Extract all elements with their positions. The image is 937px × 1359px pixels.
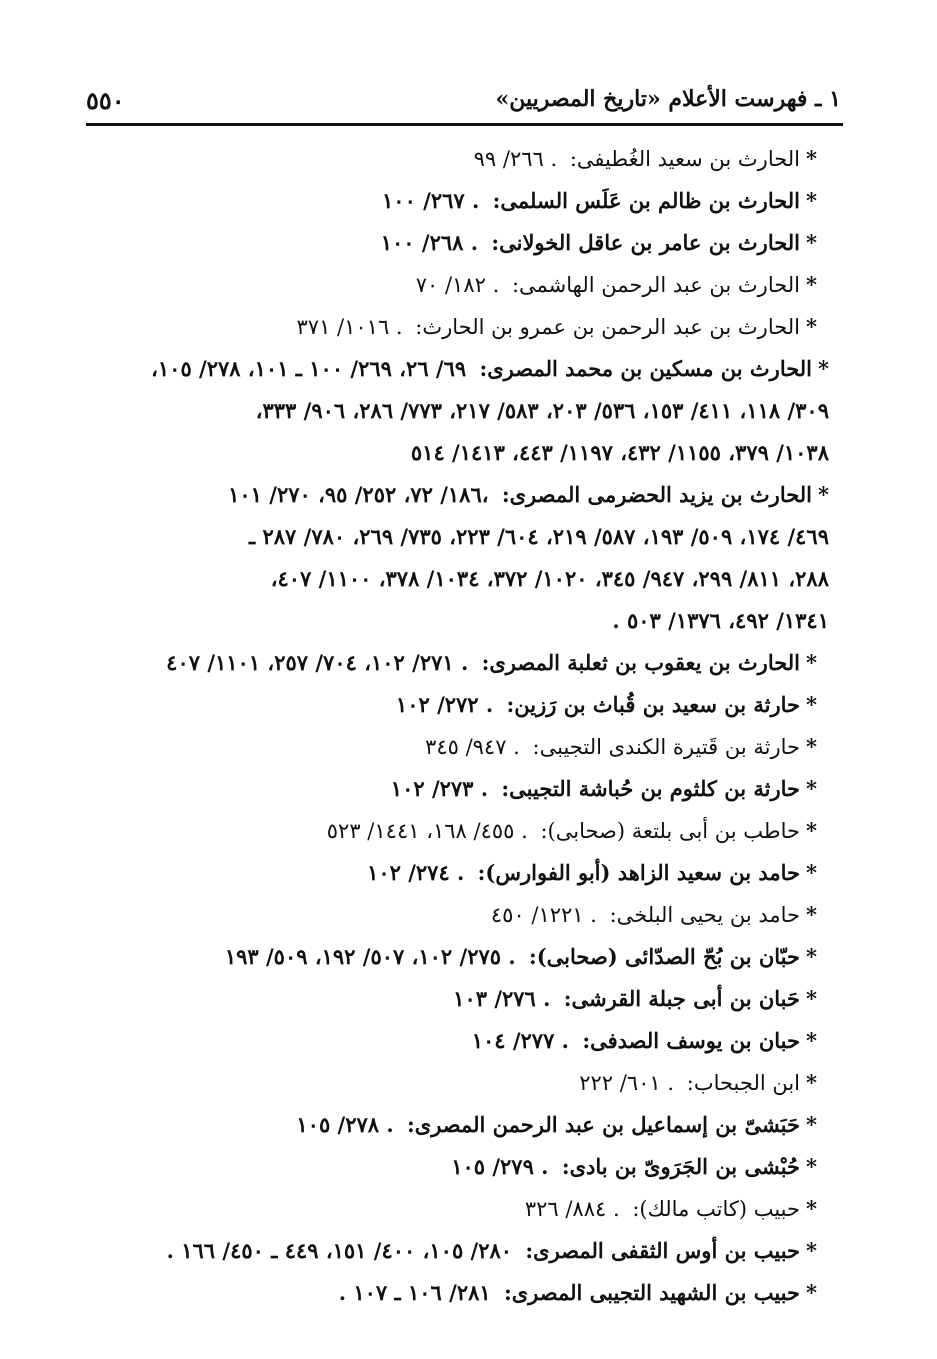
entry-name: حبيب بن أوس الثقفى المصرى: <box>525 1238 801 1263</box>
entry-marker: * <box>806 986 817 1011</box>
entry-refs: ٢٦٧/ ١٠٠ . <box>382 188 480 213</box>
index-entry <box>100 684 829 726</box>
entry-refs: ٤٥٥/ ١٦٨، ١٤٤١/ ٥٢٣ . <box>326 819 528 843</box>
entry-name: الحارث بن عبد الرحمن الهاشمى: <box>511 273 801 297</box>
index-entry <box>100 264 829 306</box>
entry-refs: ٢٦٨/ ١٠٠ . <box>380 230 479 255</box>
entry-name: الحارث بن مسكين بن محمد المصرى: <box>479 356 813 381</box>
entry-refs: ٢٧٣/ ١٠٢ . <box>390 776 489 801</box>
entry-refs: ٢٧١/ ١٠٢، ٧٠٤/ ٢٥٧، ١١٠١/ ٤٠٧ . <box>166 650 469 675</box>
index-entry <box>100 894 829 936</box>
entry-marker: * <box>818 482 829 507</box>
entry-refs: ٢٧٥/ ١٠٢، ٥٠٧/ ١٩٢، ٥٠٩/ ١٩٣ . <box>224 944 516 969</box>
entry-marker: * <box>806 188 817 213</box>
entry-marker: * <box>806 1238 817 1263</box>
index-entry <box>100 642 829 684</box>
entry-refs: ٢٧٧/ ١٠٤ . <box>471 1028 569 1053</box>
entry-continuation: ١٣٤١/ ٤٩٢، ١٣٧٦/ ٥٠٣ . <box>612 608 829 633</box>
entry-marker: * <box>806 230 817 255</box>
entry-name: الحارث بن يعقوب بن ثعلبة المصرى: <box>481 650 801 675</box>
entry-marker: * <box>806 272 817 297</box>
index-entry <box>100 1020 829 1062</box>
entry-name: حَبان بن أبى جبلة القرشى: <box>563 986 801 1011</box>
entry-refs: ٩٤٧/ ٣٤٥ . <box>425 735 520 759</box>
entry-name: الحارث بن يزيد الحضرمى المصرى: <box>501 482 813 507</box>
index-entry <box>100 852 829 894</box>
entry-continuation: ١٠٣٨/ ٣٧٩، ١١٥٥/ ٤٣٢، ١١٩٧/ ٤٤٣، ١٤١٣/ ٥١٤ <box>410 440 829 465</box>
entry-name: حُبْشى بن الجَرَوىّ بن بادى: <box>561 1154 801 1179</box>
entry-refs: ٢٦٦/ ٩٩ . <box>473 147 558 171</box>
entry-name: حبيب بن الشهيد التجيبى المصرى: <box>503 1280 801 1305</box>
entry-name: حبّان بن بُحّ الصدّائى (صحابى): <box>528 944 801 969</box>
index-entry <box>100 1104 829 1146</box>
entry-marker: * <box>806 692 817 717</box>
entry-name: حامد بن يحيى البلخى: <box>609 903 801 927</box>
entry-marker: * <box>806 1112 817 1137</box>
entry-marker: * <box>806 944 817 969</box>
entry-name: الحارث بن سعيد الغُطيفى: <box>569 147 801 171</box>
entry-name: حاطب بن أبى بلتعة (صحابى): <box>540 819 801 843</box>
index-entry <box>100 936 829 978</box>
entry-name: الحارث بن عامر بن عاقل الخولانى: <box>491 230 801 255</box>
entry-refs: ٢٨١/ ١٠٦ ـ ١٠٧ . <box>338 1280 491 1305</box>
entry-name: حارثة بن قَتيرة الكندى التجيبى: <box>532 735 801 759</box>
entry-continuation: ٤٦٩/ ١٧٤، ٥٠٩/ ١٩٣، ٥٨٧/ ٢١٩، ٦٠٤/ ٢٢٣، ٧٣٥/ ٢٦٩، ٧٨٠/ ٢٨٧ ـ <box>249 524 829 549</box>
entry-name: حارثة بن كلثوم بن حُباشة التجيبى: <box>501 776 801 801</box>
entry-continuation: ٣٠٩/ ١١٨، ٤١١/ ١٥٣، ٥٣٦/ ٢٠٣، ٥٨٣/ ٢١٧، ٧٧٣/ ٢٨٦، ٩٠٦/ ٣٣٣، <box>255 398 829 423</box>
index-entry <box>100 222 829 264</box>
entry-marker: * <box>806 818 817 843</box>
entry-refs: ٨٨٤/ ٣٢٦ . <box>524 1197 620 1221</box>
entry-marker: * <box>806 1028 817 1053</box>
entry-marker: * <box>806 902 817 927</box>
entry-marker: * <box>806 776 817 801</box>
entry-name: حبان بن يوسف الصدفى: <box>582 1028 801 1053</box>
entry-marker: * <box>806 1070 817 1095</box>
entry-marker: * <box>818 356 829 381</box>
index-entry <box>100 474 829 642</box>
entry-marker: * <box>806 314 817 339</box>
page-number: ٥٥٠ <box>86 86 125 115</box>
entry-refs: ٢٨٠/ ١٠٥، ٤٠٠/ ١٥١، ٤٤٩ ـ ٤٥٠/ ١٦٦ . <box>166 1238 513 1263</box>
entry-name: حَبَشىّ بن إسماعيل بن عبد الرحمن المصرى: <box>407 1112 801 1137</box>
entry-line <box>100 348 829 390</box>
index-entry <box>100 180 829 222</box>
entry-name: حارثة بن سعيد بن قُباث بن رَزين: <box>506 692 801 717</box>
entry-refs: ١٠١٦/ ٣٧١ . <box>296 315 403 339</box>
entry-name: الحارث بن عبد الرحمن بن عمرو بن الحارث: <box>415 315 801 339</box>
index-entry <box>100 1272 829 1314</box>
entry-refs: ٢٧٤/ ١٠٢ . <box>367 860 465 885</box>
entry-refs: ١٢٢١/ ٤٥٠ . <box>490 903 597 927</box>
entry-marker: * <box>806 146 817 171</box>
index-entry <box>100 306 829 348</box>
entry-marker: * <box>806 650 817 675</box>
entry-marker: * <box>806 1196 817 1221</box>
index-entry <box>100 1062 829 1104</box>
entry-refs: ٦٠١/ ٢٢٢ . <box>579 1071 675 1095</box>
entry-name: ابن الجبحاب: <box>686 1071 801 1095</box>
entry-marker: * <box>806 734 817 759</box>
entry-marker: * <box>806 1154 817 1179</box>
header-rule <box>86 123 843 126</box>
entry-refs: ٢٧٦/ ١٠٣ . <box>453 986 551 1011</box>
entry-marker: * <box>806 1280 817 1305</box>
index-entry <box>100 348 829 474</box>
entry-marker: * <box>806 860 817 885</box>
index-entry <box>100 138 829 180</box>
index-entry <box>100 1146 829 1188</box>
running-title: ١ ـ فهرست الأعلام «تاريخ المصريين» <box>495 86 841 112</box>
entry-refs: ٢٧٨/ ١٠٥ . <box>296 1112 394 1137</box>
page-header <box>86 86 841 120</box>
entry-name: الحارث بن ظالم بن عَلَس السلمى: <box>492 188 801 213</box>
index-entries <box>100 138 829 1314</box>
entry-refs: ١٨٢/ ٧٠ . <box>415 273 500 297</box>
entry-continuation: ٢٨٨، ٨١١/ ٢٩٩، ٩٤٧/ ٣٤٥، ١٠٢٠/ ٣٧٢، ١٠٣٤/ ٣٧٨، ١١٠٠/ ٤٠٧، <box>270 566 829 591</box>
entry-name: حامد بن سعيد الزاهد (أبو الفوارس): <box>477 860 801 885</box>
entry-refs: ١٨٦/ ٧٢، ٢٥٢/ ٩٥، ٢٧٠/ ١٠١، <box>228 482 489 507</box>
index-entry <box>100 810 829 852</box>
entry-refs: ٢٧٢/ ١٠٢ . <box>395 692 494 717</box>
entry-refs: ٦٩/ ٢٦، ٢٦٩/ ١٠٠ ـ ١٠١، ٢٧٨/ ١٠٥، <box>151 356 467 381</box>
index-entry <box>100 1230 829 1272</box>
index-entry <box>100 978 829 1020</box>
entry-name: حبيب (كاتب مالك): <box>632 1197 801 1221</box>
index-entry <box>100 726 829 768</box>
index-entry <box>100 768 829 810</box>
entry-line <box>100 474 829 516</box>
index-entry <box>100 1188 829 1230</box>
entry-refs: ٢٧٩/ ١٠٥ . <box>451 1154 549 1179</box>
